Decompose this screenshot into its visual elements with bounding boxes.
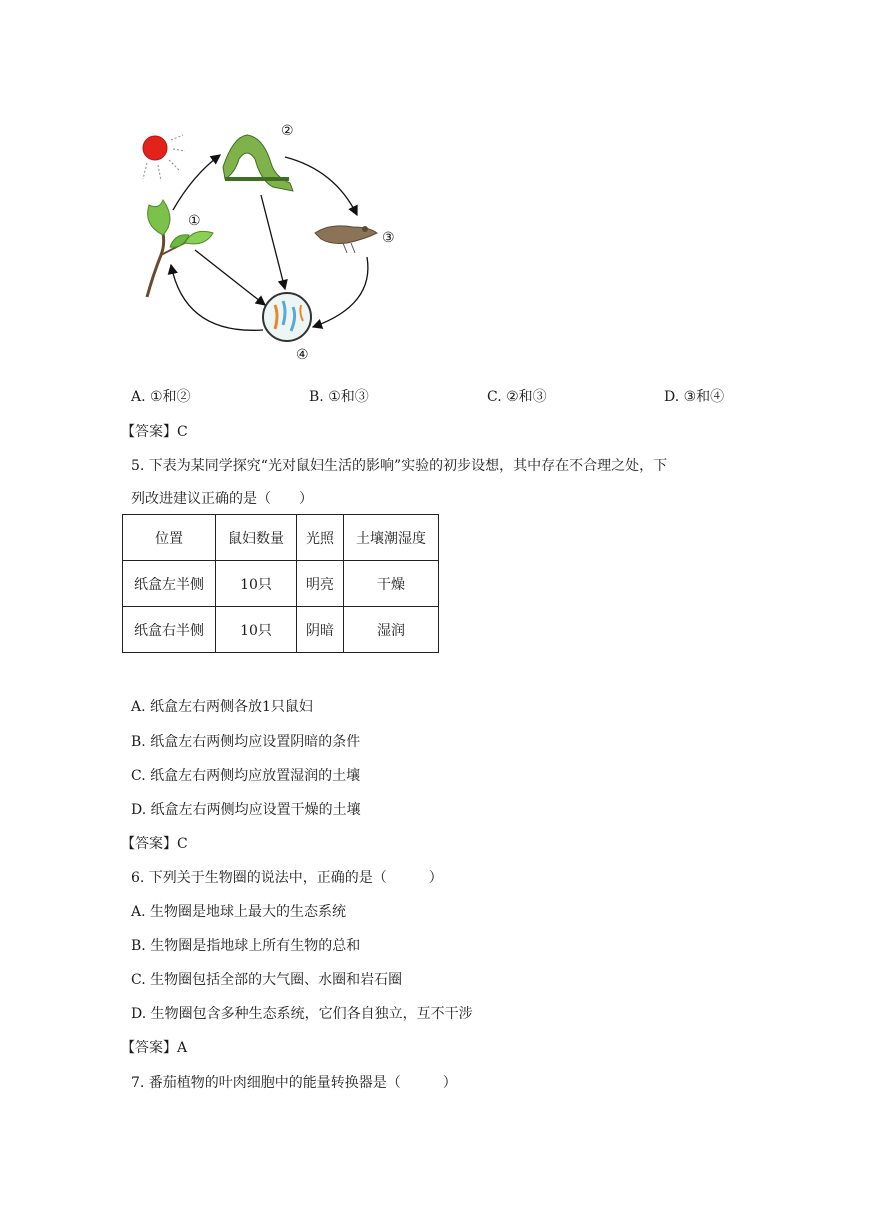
table-cell: 明亮 [297,561,344,607]
table-cell: 干燥 [344,561,439,607]
table-cell: 纸盒左半侧 [123,561,216,607]
table-cell: 纸盒右半侧 [123,607,216,653]
q4-option-c: C. ②和③ [487,389,547,405]
q4-answer: 【答案】C [121,424,188,440]
label-2: ② [281,123,294,139]
q6-option-a: A. 生物圈是地球上最大的生态系统 [131,904,347,920]
table-cell: 湿润 [344,607,439,653]
table-header: 土壤潮湿度 [344,515,439,561]
table-row [123,607,439,653]
sun-icon [143,135,185,181]
q6-answer: 【答案】A [121,1040,188,1056]
q6-option-c: C. 生物圈包括全部的大气圈、水圈和岩石圈 [131,972,403,988]
q5-option-c: C. 纸盒左右两侧均应放置湿润的土壤 [131,768,361,784]
q5-option-d: D. 纸盒左右两侧均应设置干燥的土壤 [131,802,361,818]
table-cell: 10只 [216,561,297,607]
table-header: 位置 [123,515,216,561]
experiment-table [122,514,439,653]
q5-option-b: B. 纸盒左右两侧均应设置阴暗的条件 [131,734,361,750]
q6-option-b: B. 生物圈是指地球上所有生物的总和 [131,938,361,954]
q4-option-a: A. ①和② [131,389,191,405]
table-cell: 10只 [216,607,297,653]
q7-stem: 7. 番茄植物的叶肉细胞中的能量转换器是（ ） [131,1075,457,1091]
ecosystem-diagram [125,115,415,375]
label-4: ④ [296,347,309,363]
table-cell: 阴暗 [297,607,344,653]
table-header: 光照 [297,515,344,561]
label-3: ③ [382,230,395,246]
table-header: 鼠妇数量 [216,515,297,561]
q5-option-a: A. 纸盒左右两侧各放1只鼠妇 [131,699,313,715]
label-1: ① [188,213,201,229]
bird-icon [315,226,377,253]
decomposer-dish-icon [263,293,311,341]
table-header-row [123,515,439,561]
q4-option-d: D. ③和④ [664,389,725,405]
plant-icon [147,200,213,297]
q4-option-b: B. ①和③ [309,389,369,405]
q5-stem-line1: 5. 下表为某同学探究“光对鼠妇生活的影响”实验的初步设想，其中存在不合理之处，下 [131,458,668,474]
caterpillar-icon [223,135,293,191]
q5-answer: 【答案】C [121,836,188,852]
table-row [123,561,439,607]
q5-stem-line2: 列改进建议正确的是（ ） [131,491,313,507]
q6-stem: 6. 下列关于生物圈的说法中，正确的是（ ） [131,870,443,886]
q6-option-d: D. 生物圈包含多种生态系统，它们各自独立，互不干涉 [131,1006,473,1022]
